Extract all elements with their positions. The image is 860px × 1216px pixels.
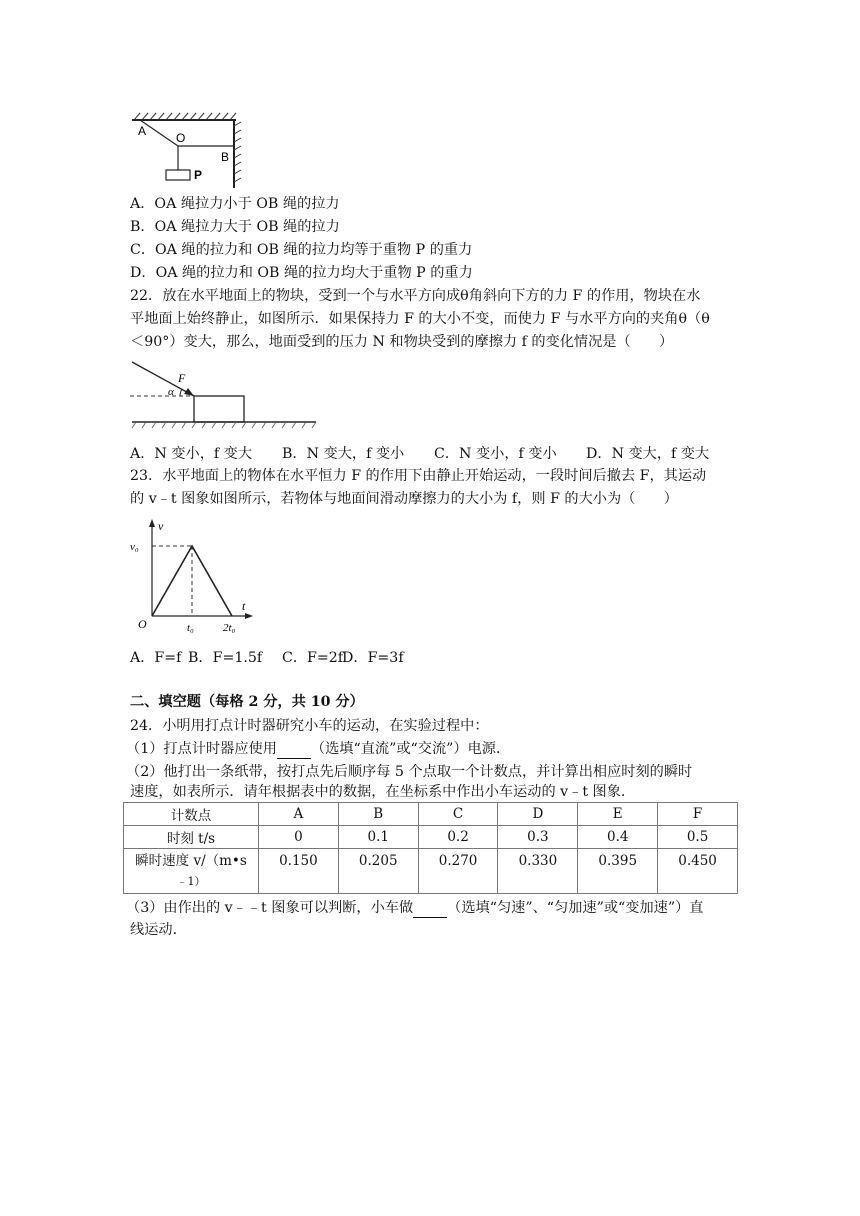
- q24-part3-blank[interactable]: [413, 903, 447, 918]
- q23-option-c: C．F=2f: [282, 650, 344, 666]
- q24-part3-text-before: （3）由作出的 v﹣﹣t 图象可以判断，小车做: [126, 900, 414, 916]
- q22-text-line3: ＜90°）变大，那么，地面受到的压力 N 和物块受到的摩擦力 f 的变化情况是（ ）: [130, 334, 674, 350]
- table-header-point: 计数点: [124, 803, 259, 826]
- q21-option-d: D．OA 绳的拉力和 OB 绳的拉力均大于重物 P 的重力: [130, 265, 473, 281]
- q23-text-line2: 的 v﹣t 图象如图所示，若物体与地面间滑动摩擦力的大小为 f，则 F 的大小为（ ）: [130, 491, 678, 507]
- q24-part2-line1: （2）他打出一条纸带，按打点先后顺序每 5 个点取一个计数点，并计算出相应时刻的瞬时: [126, 764, 693, 780]
- q22-label-angle: α: [168, 386, 174, 398]
- table-cell: 0.4: [578, 826, 658, 849]
- table-cell: 0.3: [498, 826, 578, 849]
- table-cell: C: [418, 803, 498, 826]
- table-cell: 0.395: [578, 849, 658, 894]
- q23-option-b: B．F=1.5f: [188, 650, 263, 666]
- table-cell: 0.270: [418, 849, 498, 894]
- table-row: [124, 826, 738, 849]
- table-cell: 0.2: [418, 826, 498, 849]
- q21-option-b: B．OA 绳拉力大于 OB 绳的拉力: [130, 219, 340, 235]
- table-cell: 0.5: [658, 826, 738, 849]
- q22-figure: [128, 358, 318, 430]
- q23-label-v0: v₀: [130, 541, 139, 553]
- q23-axis-t: t: [242, 599, 246, 613]
- q23-label-t0: t₀: [187, 622, 194, 634]
- q24-data-table: [123, 802, 738, 894]
- table-header-time: 时刻 t/s: [124, 826, 259, 849]
- q24-part1-text-before: （1）打点计时器应使用: [126, 741, 277, 757]
- q23-option-a: A．F=f: [130, 650, 182, 666]
- table-cell: 0.205: [338, 849, 418, 894]
- q24-part3: [126, 898, 703, 918]
- q21-label-p: P: [194, 168, 203, 182]
- q21-option-a: A．OA 绳拉力小于 OB 绳的拉力: [130, 196, 340, 212]
- q21-label-a: A: [138, 124, 147, 138]
- table-header-speed-line1: 瞬时速度 v/（m•s: [135, 852, 247, 869]
- table-cell: B: [338, 803, 418, 826]
- q24-part1: [126, 739, 510, 759]
- q23-label-2t0: 2t₀: [223, 622, 236, 634]
- table-header-speed-line2: ﹣1）: [176, 874, 206, 888]
- q24-part1-text-after: （选填“直流”或“交流”）电源．: [310, 741, 511, 757]
- section-title: 二、填空题（每格 2 分，共 10 分）: [130, 694, 364, 710]
- table-row: [124, 803, 738, 826]
- table-cell: 0.450: [658, 849, 738, 894]
- table-cell: D: [498, 803, 578, 826]
- q24-part2-line2: 速度，如表所示．请年根据表中的数据，在坐标系中作出小车运动的 v﹣t 图象．: [130, 784, 636, 800]
- table-cell: A: [259, 803, 339, 826]
- q22-text-line2: 平地面上始终静止，如图所示．如果保持力 F 的大小不变，而使力 F 与水平方向的夹角θ（θ: [130, 311, 710, 327]
- table-cell: F: [658, 803, 738, 826]
- q22-option-b: B．N 变大，f 变小: [282, 446, 405, 462]
- q23-label-origin: O: [138, 617, 147, 631]
- q23-text-line1: 23．水平地面上的物体在水平恒力 F 的作用下由静止开始运动，一段时间后撤去 F，其运动: [130, 468, 707, 484]
- q21-option-c: C．OA 绳的拉力和 OB 绳的拉力均等于重物 P 的重力: [130, 242, 473, 258]
- q21-figure: [128, 112, 246, 190]
- q22-label-f: F: [178, 371, 186, 385]
- q21-label-o: O: [176, 131, 186, 145]
- table-cell: 0: [259, 826, 339, 849]
- q22-option-d: D．N 变大，f 变大: [586, 446, 710, 462]
- table-row: [124, 849, 738, 894]
- q23-axis-v: v: [158, 519, 164, 533]
- q22-option-a: A．N 变小，f 变大: [130, 446, 253, 462]
- q22-text-line1: 22．放在水平地面上的物块，受到一个与水平方向成θ角斜向下方的力 F 的作用，物块在水: [130, 288, 701, 304]
- q24-part3-line2: 线运动．: [130, 922, 187, 938]
- q21-label-b: B: [221, 150, 230, 164]
- table-cell: 0.330: [498, 849, 578, 894]
- table-cell: E: [578, 803, 658, 826]
- q24-part3-text-after: （选填“匀速”、“匀加速”或“变加速”）直: [447, 900, 704, 916]
- q22-option-c: C．N 变小，f 变小: [434, 446, 557, 462]
- table-cell: 0.1: [338, 826, 418, 849]
- q24-intro: 24．小明用打点计时器研究小车的运动，在实验过程中：: [130, 718, 489, 734]
- table-header-speed: [124, 849, 259, 894]
- q23-option-d: D．F=3f: [342, 650, 404, 666]
- table-cell: 0.150: [259, 849, 339, 894]
- q24-part1-blank[interactable]: [277, 744, 311, 759]
- q23-vt-graph: [126, 516, 256, 638]
